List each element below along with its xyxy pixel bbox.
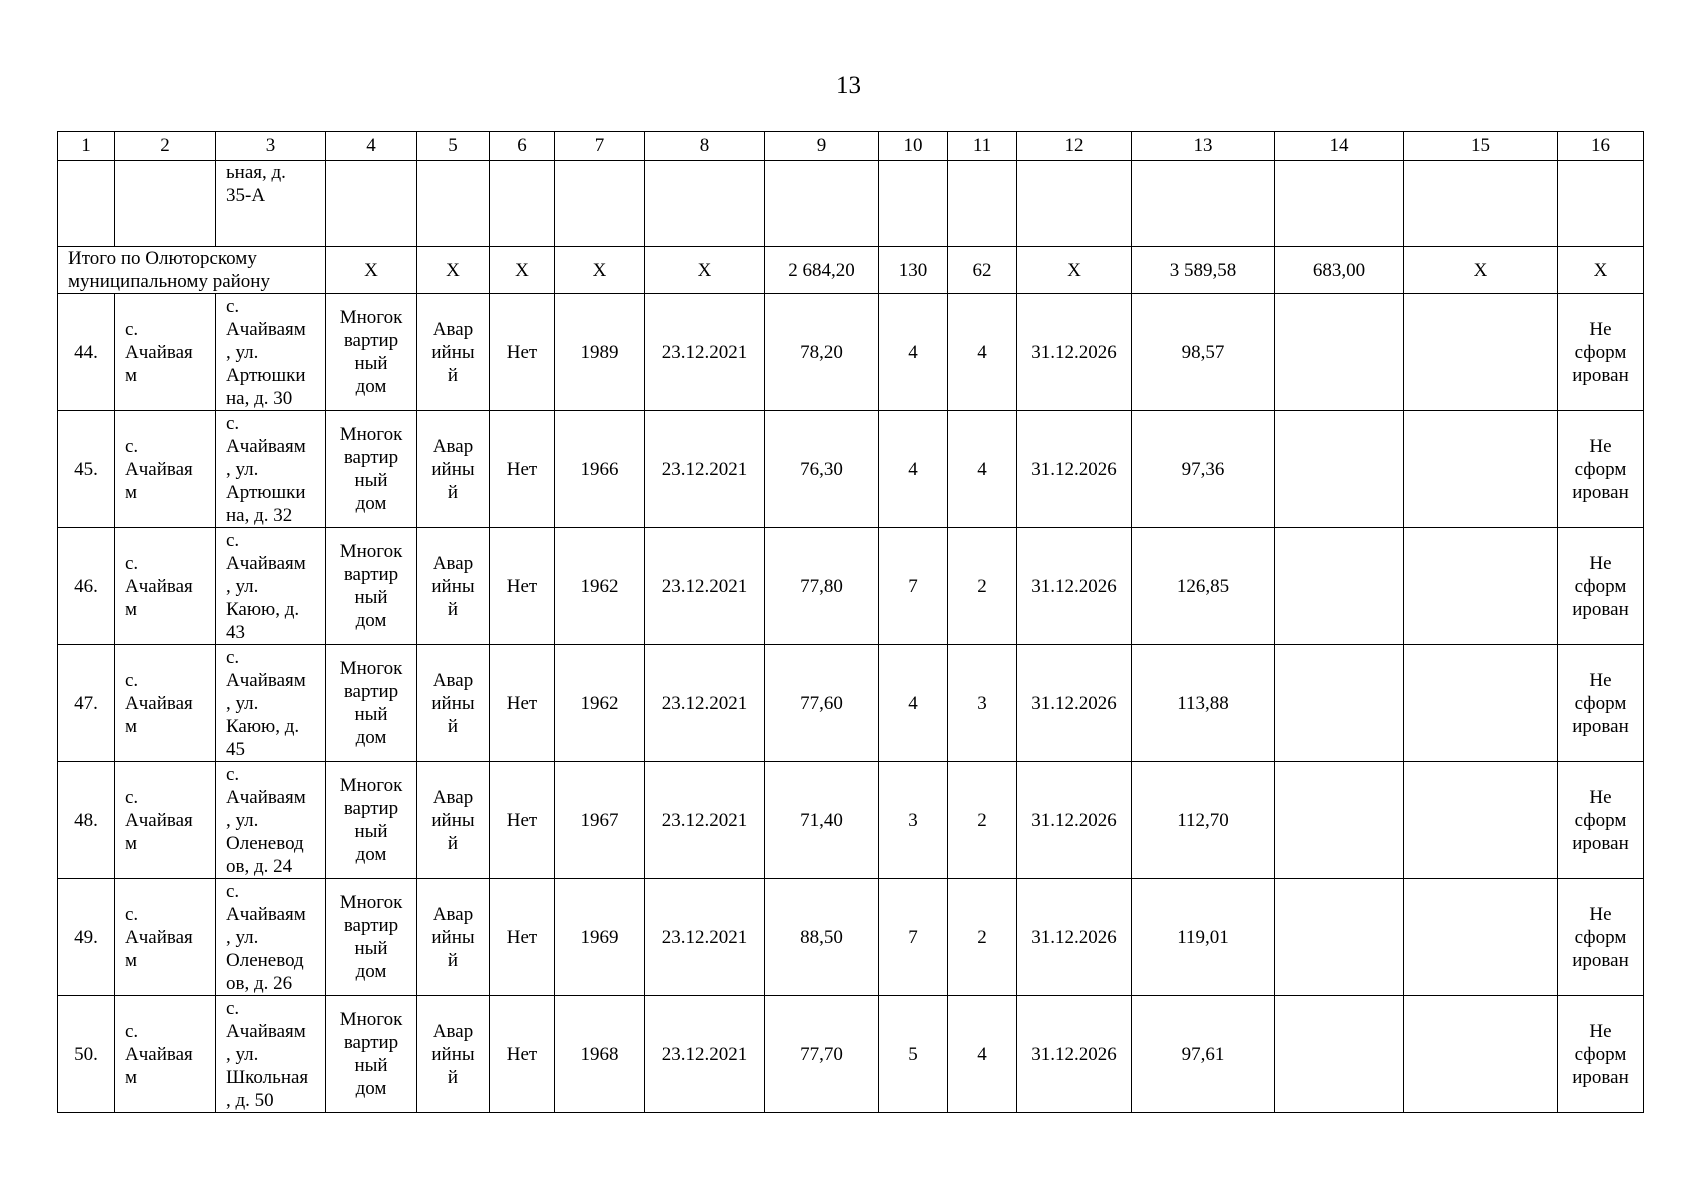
col11-cell: 4: [948, 411, 1017, 528]
col15-cell: [1404, 762, 1558, 879]
col15-cell: [1404, 528, 1558, 645]
building-type-cell: Многок вартир ный дом: [326, 528, 417, 645]
total-cell: 130: [879, 247, 948, 294]
building-type-cell: Многок вартир ный дом: [326, 645, 417, 762]
row-number: 45.: [58, 411, 115, 528]
year-cell: 1962: [555, 645, 645, 762]
table-body: [58, 132, 1644, 1113]
year-cell: 1989: [555, 294, 645, 411]
building-type-cell: Многок вартир ный дом: [326, 411, 417, 528]
address-cell: с. Ачайваям , ул. Артюшки на, д. 32: [216, 411, 326, 528]
column-number: 15: [1404, 132, 1558, 161]
deadline-cell: 31.12.2026: [1017, 411, 1132, 528]
address-cell: с. Ачайваям , ул. Школьная , д. 50: [216, 996, 326, 1113]
flag-cell: Нет: [490, 528, 555, 645]
col15-cell: [1404, 645, 1558, 762]
column-number: 5: [417, 132, 490, 161]
col11-cell: 4: [948, 996, 1017, 1113]
col11-cell: 3: [948, 645, 1017, 762]
col16-cell: Не сформ ирован: [1558, 294, 1644, 411]
cell-empty: [58, 161, 115, 247]
column-number: 3: [216, 132, 326, 161]
col16-cell: Не сформ ирован: [1558, 411, 1644, 528]
col13-cell: 97,36: [1132, 411, 1275, 528]
address-cell: с. Ачайваям , ул. Артюшки на, д. 30: [216, 294, 326, 411]
col10-cell: 4: [879, 645, 948, 762]
cell-empty: [417, 161, 490, 247]
address-cell: с. Ачайваям , ул. Каюю, д. 45: [216, 645, 326, 762]
page-number: 13: [836, 72, 861, 99]
col10-cell: 3: [879, 762, 948, 879]
total-cell: 683,00: [1275, 247, 1404, 294]
total-label: Итого по Олюторскому муниципальному району: [58, 247, 326, 294]
col15-cell: [1404, 411, 1558, 528]
continued-address: ьная, д. 35-А: [216, 161, 326, 247]
year-cell: 1968: [555, 996, 645, 1113]
building-type-cell: Многок вартир ный дом: [326, 996, 417, 1113]
table-row: [58, 294, 1644, 411]
col10-cell: 7: [879, 879, 948, 996]
address-cell: с. Ачайваям , ул. Оленевод ов, д. 24: [216, 762, 326, 879]
total-cell: Х: [1404, 247, 1558, 294]
cell-empty: [1132, 161, 1275, 247]
col13-cell: 98,57: [1132, 294, 1275, 411]
cell-empty: [326, 161, 417, 247]
flag-cell: Нет: [490, 411, 555, 528]
column-number: 11: [948, 132, 1017, 161]
col10-cell: 4: [879, 294, 948, 411]
column-number: 6: [490, 132, 555, 161]
settlement-cell: с. Ачайвая м: [115, 996, 216, 1113]
date-cell: 23.12.2021: [645, 645, 765, 762]
settlement-cell: с. Ачайвая м: [115, 528, 216, 645]
column-number: 12: [1017, 132, 1132, 161]
col14-cell: [1275, 294, 1404, 411]
building-type-cell: Многок вартир ный дом: [326, 294, 417, 411]
building-type-cell: Многок вартир ный дом: [326, 879, 417, 996]
total-cell: Х: [490, 247, 555, 294]
col14-cell: [1275, 879, 1404, 996]
deadline-cell: 31.12.2026: [1017, 996, 1132, 1113]
col13-cell: 119,01: [1132, 879, 1275, 996]
status-cell: Авар ийны й: [417, 879, 490, 996]
status-cell: Авар ийны й: [417, 762, 490, 879]
deadline-cell: 31.12.2026: [1017, 294, 1132, 411]
area-cell: 78,20: [765, 294, 879, 411]
settlement-cell: с. Ачайвая м: [115, 762, 216, 879]
col11-cell: 2: [948, 879, 1017, 996]
col16-cell: Не сформ ирован: [1558, 645, 1644, 762]
table-row: [58, 762, 1644, 879]
settlement-cell: с. Ачайвая м: [115, 411, 216, 528]
col16-cell: Не сформ ирован: [1558, 762, 1644, 879]
total-area: 2 684,20: [765, 247, 879, 294]
status-cell: Авар ийны й: [417, 996, 490, 1113]
col14-cell: [1275, 411, 1404, 528]
date-cell: 23.12.2021: [645, 879, 765, 996]
col14-cell: [1275, 528, 1404, 645]
column-number: 10: [879, 132, 948, 161]
building-type-cell: Многок вартир ный дом: [326, 762, 417, 879]
area-cell: 77,60: [765, 645, 879, 762]
col13-cell: 126,85: [1132, 528, 1275, 645]
area-cell: 77,80: [765, 528, 879, 645]
column-number: 2: [115, 132, 216, 161]
flag-cell: Нет: [490, 879, 555, 996]
col15-cell: [1404, 996, 1558, 1113]
row-number: 50.: [58, 996, 115, 1113]
deadline-cell: 31.12.2026: [1017, 528, 1132, 645]
area-cell: 77,70: [765, 996, 879, 1113]
col16-cell: Не сформ ирован: [1558, 996, 1644, 1113]
address-cell: с. Ачайваям , ул. Оленевод ов, д. 26: [216, 879, 326, 996]
cell-empty: [1558, 161, 1644, 247]
flag-cell: Нет: [490, 996, 555, 1113]
date-cell: 23.12.2021: [645, 996, 765, 1113]
total-row: [58, 247, 1644, 294]
cell-empty: [645, 161, 765, 247]
settlement-cell: с. Ачайвая м: [115, 294, 216, 411]
total-cell: Х: [1558, 247, 1644, 294]
col16-cell: Не сформ ирован: [1558, 528, 1644, 645]
total-cell: 3 589,58: [1132, 247, 1275, 294]
deadline-cell: 31.12.2026: [1017, 879, 1132, 996]
col13-cell: 97,61: [1132, 996, 1275, 1113]
column-number: 1: [58, 132, 115, 161]
row-number: 48.: [58, 762, 115, 879]
continuation-row: [58, 161, 1644, 247]
col14-cell: [1275, 762, 1404, 879]
row-number: 46.: [58, 528, 115, 645]
table-row: [58, 411, 1644, 528]
year-cell: 1967: [555, 762, 645, 879]
column-number: 13: [1132, 132, 1275, 161]
col10-cell: 4: [879, 411, 948, 528]
area-cell: 71,40: [765, 762, 879, 879]
status-cell: Авар ийны й: [417, 294, 490, 411]
year-cell: 1966: [555, 411, 645, 528]
cell-empty: [948, 161, 1017, 247]
col11-cell: 4: [948, 294, 1017, 411]
status-cell: Авар ийны й: [417, 528, 490, 645]
total-cell: Х: [326, 247, 417, 294]
total-cell: 62: [948, 247, 1017, 294]
col10-cell: 5: [879, 996, 948, 1113]
cell-empty: [490, 161, 555, 247]
col15-cell: [1404, 879, 1558, 996]
table-row: [58, 528, 1644, 645]
date-cell: 23.12.2021: [645, 411, 765, 528]
date-cell: 23.12.2021: [645, 762, 765, 879]
column-number: 4: [326, 132, 417, 161]
row-number: 44.: [58, 294, 115, 411]
total-cell: Х: [417, 247, 490, 294]
date-cell: 23.12.2021: [645, 294, 765, 411]
cell-empty: [879, 161, 948, 247]
column-number-row: [58, 132, 1644, 161]
col11-cell: 2: [948, 762, 1017, 879]
total-cell: Х: [645, 247, 765, 294]
year-cell: 1969: [555, 879, 645, 996]
col10-cell: 7: [879, 528, 948, 645]
date-cell: 23.12.2021: [645, 528, 765, 645]
table-row: [58, 996, 1644, 1113]
area-cell: 76,30: [765, 411, 879, 528]
housing-table: [57, 131, 1644, 1113]
flag-cell: Нет: [490, 294, 555, 411]
col14-cell: [1275, 645, 1404, 762]
cell-empty: [115, 161, 216, 247]
col13-cell: 113,88: [1132, 645, 1275, 762]
area-cell: 88,50: [765, 879, 879, 996]
cell-empty: [1017, 161, 1132, 247]
table-row: [58, 645, 1644, 762]
settlement-cell: с. Ачайвая м: [115, 879, 216, 996]
deadline-cell: 31.12.2026: [1017, 762, 1132, 879]
cell-empty: [555, 161, 645, 247]
cell-empty: [765, 161, 879, 247]
flag-cell: Нет: [490, 645, 555, 762]
col11-cell: 2: [948, 528, 1017, 645]
deadline-cell: 31.12.2026: [1017, 645, 1132, 762]
status-cell: Авар ийны й: [417, 411, 490, 528]
settlement-cell: с. Ачайвая м: [115, 645, 216, 762]
row-number: 49.: [58, 879, 115, 996]
row-number: 47.: [58, 645, 115, 762]
column-number: 14: [1275, 132, 1404, 161]
cell-empty: [1275, 161, 1404, 247]
flag-cell: Нет: [490, 762, 555, 879]
year-cell: 1962: [555, 528, 645, 645]
total-cell: Х: [555, 247, 645, 294]
status-cell: Авар ийны й: [417, 645, 490, 762]
column-number: 8: [645, 132, 765, 161]
col15-cell: [1404, 294, 1558, 411]
col13-cell: 112,70: [1132, 762, 1275, 879]
column-number: 9: [765, 132, 879, 161]
column-number: 7: [555, 132, 645, 161]
total-cell: Х: [1017, 247, 1132, 294]
table-row: [58, 879, 1644, 996]
col14-cell: [1275, 996, 1404, 1113]
column-number: 16: [1558, 132, 1644, 161]
cell-empty: [1404, 161, 1558, 247]
col16-cell: Не сформ ирован: [1558, 879, 1644, 996]
address-cell: с. Ачайваям , ул. Каюю, д. 43: [216, 528, 326, 645]
